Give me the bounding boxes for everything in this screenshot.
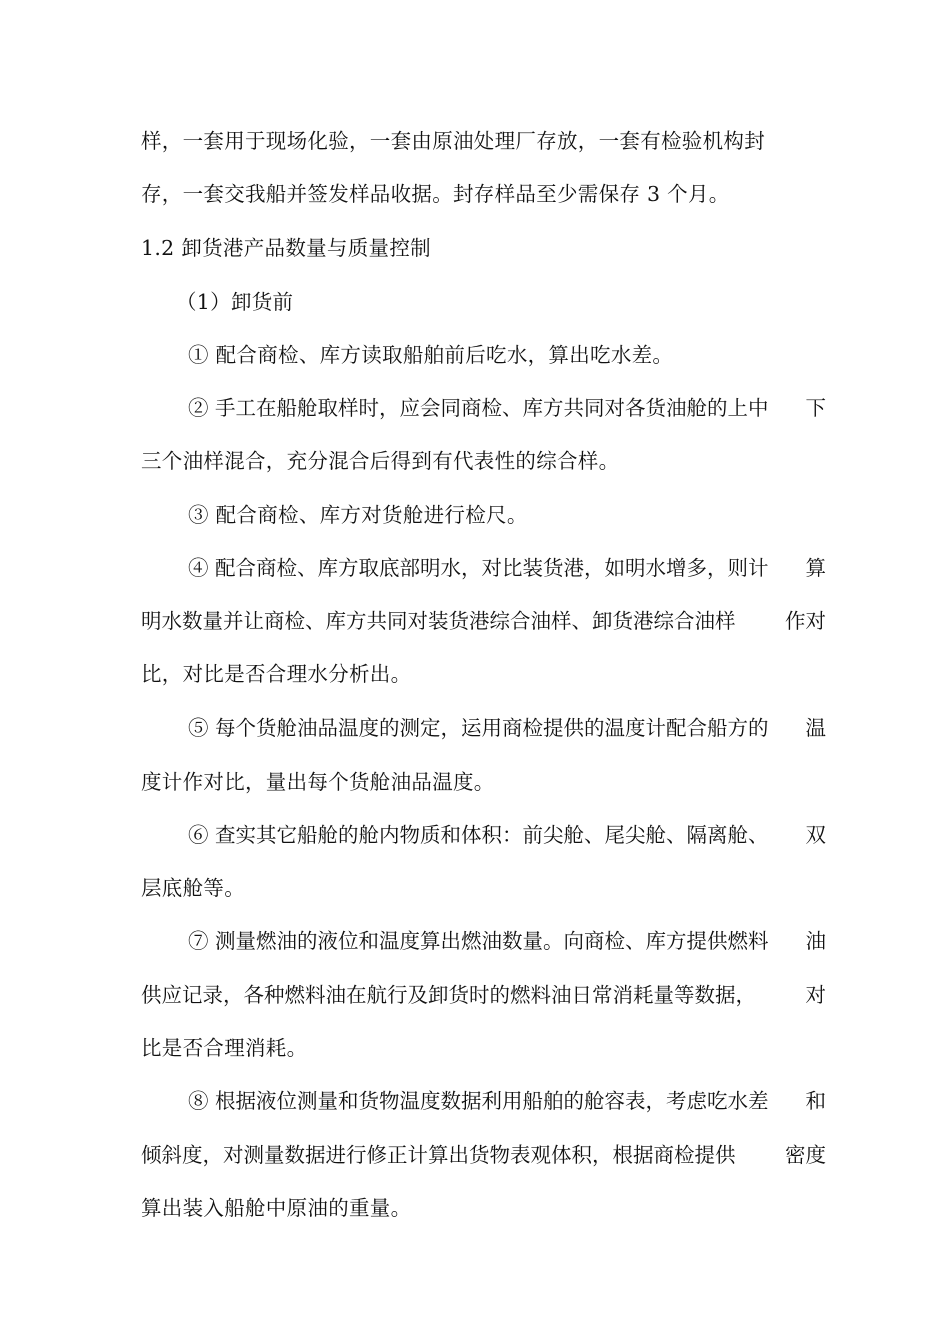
list-item-7-tail-2: 对 [805,983,826,1007]
list-item-8-text-2: 倾斜度，对测量数据进行修正计算出货物表观体积，根据商检提供 [141,1143,736,1167]
list-item-4-line-1 [188,553,826,583]
list-item-1: ① 配合商检、库方读取船舶前后吃水，算出吃水差。 [188,343,674,367]
list-item-5-line-1 [188,713,826,743]
list-item-8-line-3: 算出装入船舱中原油的重量。 [141,1196,412,1220]
list-item-6-line-2: 层底舱等。 [141,876,245,900]
list-item-2-tail: 下 [805,396,826,420]
list-item-7-text: ⑦ 测量燃油的液位和温度算出燃油数量。向商检、库方提供燃料 [188,929,769,953]
list-item-4-text-2: 明水数量并让商检、库方共同对装货港综合油样、卸货港综合油样 [141,609,736,633]
list-item-6-line-1 [188,820,826,850]
list-item-4-text: ④ 配合商检、库方取底部明水，对比装货港，如明水增多，则计 [188,556,769,580]
list-item-8-tail-2: 密度 [785,1143,826,1167]
list-item-4-line-2 [141,606,826,636]
list-item-8-line-1 [188,1086,826,1116]
list-item-8-line-2 [141,1140,826,1170]
list-item-8-text: ⑧ 根据液位测量和货物温度数据利用船舶的舱容表，考虑吃水差 [188,1089,769,1113]
list-item-4-tail: 算 [805,556,826,580]
list-item-5-tail: 温 [805,716,826,740]
list-item-3: ③ 配合商检、库方对货舱进行检尺。 [188,503,528,527]
list-item-2-line-2: 三个油样混合，充分混合后得到有代表性的综合样。 [141,449,620,473]
list-item-7-line-3: 比是否合理消耗。 [141,1036,308,1060]
list-item-7-text-2: 供应记录，各种燃料油在航行及卸货时的燃料油日常消耗量等数据， [141,983,756,1007]
paragraph-line-1: 样，一套用于现场化验，一套由原油处理厂存放，一套有检验机构封 [141,129,765,153]
list-item-4-tail-2: 作对 [785,609,826,633]
paragraph-line-2: 存，一套交我船并签发样品收据。封存样品至少需保存 3 个月。 [141,182,730,206]
list-item-7-line-2 [141,980,826,1010]
section-heading: 1.2 卸货港产品数量与质量控制 [141,236,431,260]
list-item-2-text: ② 手工在船舱取样时，应会同商检、库方共同对各货油舱的上中 [188,396,769,420]
list-item-4-line-3: 比，对比是否合理水分析出。 [141,662,412,686]
list-item-5-text: ⑤ 每个货舱油品温度的测定，运用商检提供的温度计配合船方的 [188,716,769,740]
list-item-5-line-2: 度计作对比，量出每个货舱油品温度。 [141,770,495,794]
list-item-8-tail: 和 [805,1089,826,1113]
list-item-7-tail: 油 [805,929,826,953]
list-item-2-line-1 [188,393,826,423]
list-item-7-line-1 [188,926,826,956]
list-item-6-text: ⑥ 查实其它船舱的舱内物质和体积：前尖舱、尾尖舱、隔离舱、 [188,823,769,847]
list-item-6-tail: 双 [805,823,826,847]
subsection-heading: （1）卸货前 [176,290,294,314]
